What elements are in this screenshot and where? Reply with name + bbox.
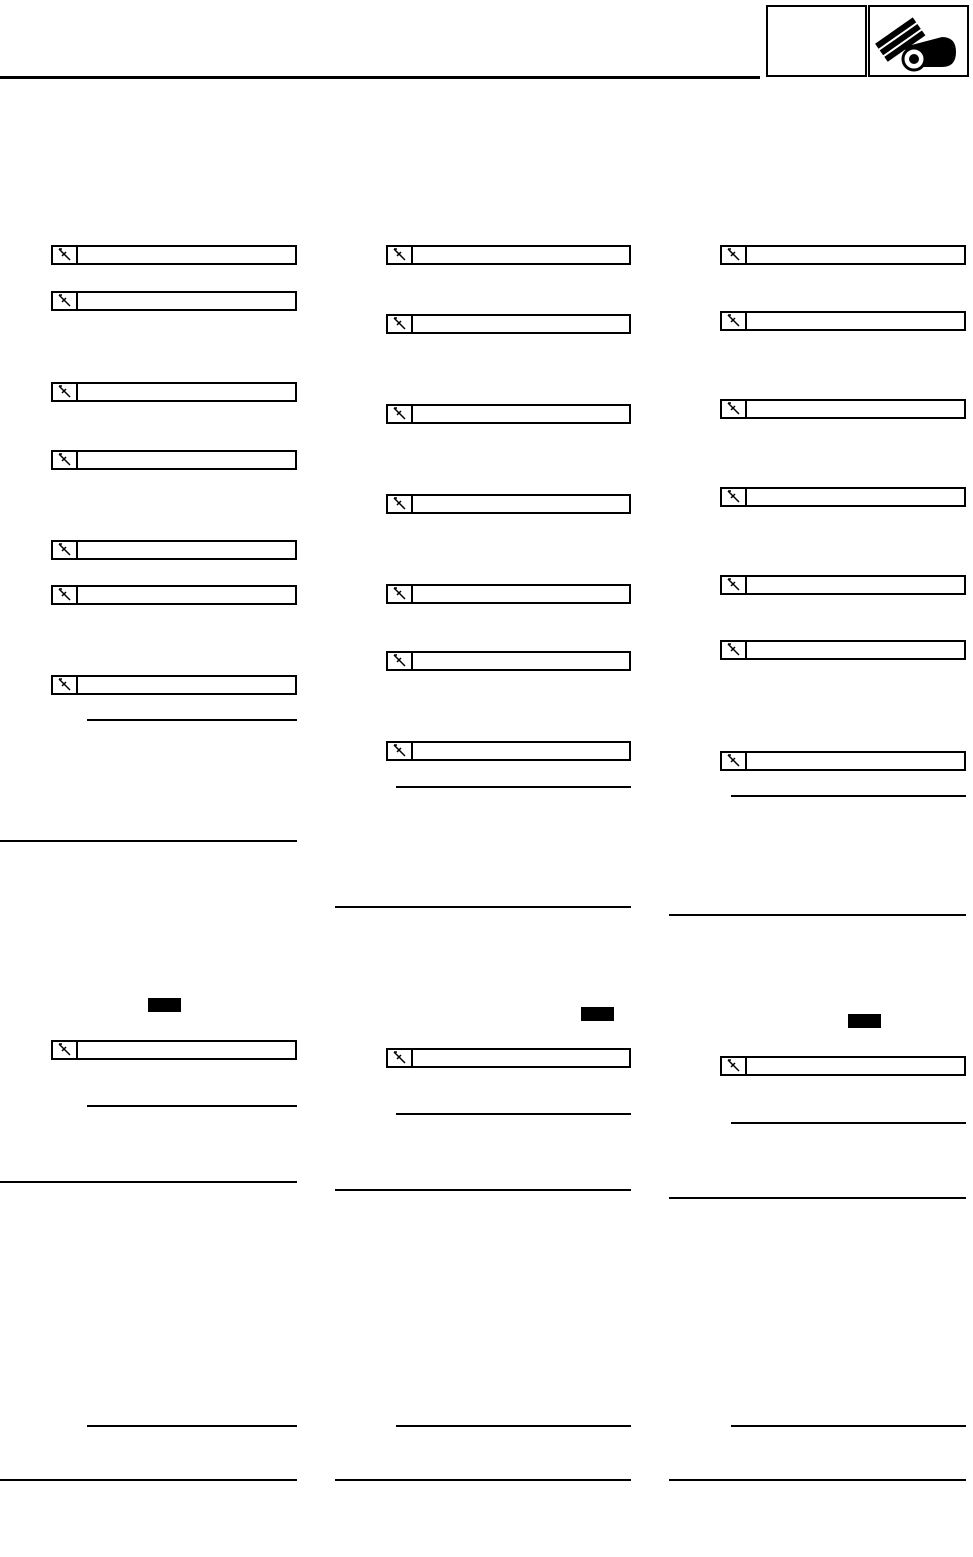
- chapter-box: [766, 5, 867, 77]
- wrench-torque-icon: [392, 587, 408, 601]
- torque-spec-box: [386, 1048, 631, 1068]
- wrench-torque-icon: [392, 317, 408, 331]
- short-rule: [396, 1425, 631, 1427]
- torque-spec-box: [720, 487, 966, 507]
- torque-icon-cell: [53, 587, 78, 603]
- torque-spec-box: [720, 245, 966, 265]
- torque-icon-cell: [722, 753, 747, 769]
- header-rule: [0, 76, 760, 79]
- torque-spec-box: [51, 450, 297, 470]
- torque-icon-cell: [722, 642, 747, 658]
- torque-icon-cell: [388, 247, 413, 263]
- torque-icon-cell: [53, 293, 78, 309]
- wrench-torque-icon: [392, 407, 408, 421]
- torque-spec-box: [51, 540, 297, 560]
- torque-icon-cell: [722, 577, 747, 593]
- torque-spec-box: [386, 741, 631, 761]
- torque-icon-cell: [53, 384, 78, 400]
- section-rule: [335, 906, 631, 908]
- torque-spec-box: [720, 575, 966, 595]
- torque-spec-box: [386, 314, 631, 334]
- wrench-torque-icon: [392, 248, 408, 262]
- wrench-torque-icon: [392, 497, 408, 511]
- torque-spec-box: [386, 651, 631, 671]
- section-rule: [669, 1197, 966, 1199]
- torque-icon-cell: [388, 1050, 413, 1066]
- torque-spec-box: [51, 585, 297, 605]
- torque-icon-cell: [388, 406, 413, 422]
- torque-icon-cell: [53, 452, 78, 468]
- torque-spec-box: [51, 675, 297, 695]
- torque-icon-cell: [53, 542, 78, 558]
- short-rule: [731, 795, 966, 797]
- torque-spec-box: [720, 311, 966, 331]
- torque-spec-box: [51, 245, 297, 265]
- wrench-torque-icon: [57, 543, 73, 557]
- torque-icon-cell: [53, 1042, 78, 1058]
- torque-icon-cell: [388, 653, 413, 669]
- short-rule: [731, 1122, 966, 1124]
- torque-spec-box: [51, 1040, 297, 1060]
- torque-spec-box: [51, 291, 297, 311]
- black-marker: [581, 1007, 614, 1021]
- short-rule: [396, 1113, 631, 1115]
- torque-icon-cell: [388, 496, 413, 512]
- torque-icon-cell: [53, 677, 78, 693]
- torque-spec-box: [386, 494, 631, 514]
- wrench-torque-icon: [392, 1051, 408, 1065]
- torque-icon-cell: [722, 401, 747, 417]
- wrench-torque-icon: [57, 248, 73, 262]
- wrench-torque-icon: [57, 588, 73, 602]
- wrench-torque-icon: [726, 248, 742, 262]
- torque-spec-box: [386, 245, 631, 265]
- wrench-torque-icon: [726, 578, 742, 592]
- section-rule: [0, 840, 297, 842]
- engine-tools-icon: [870, 7, 967, 75]
- torque-icon-cell: [722, 1058, 747, 1074]
- wrench-torque-icon: [726, 490, 742, 504]
- section-rule: [669, 1479, 966, 1481]
- short-rule: [731, 1425, 966, 1427]
- torque-icon-cell: [388, 586, 413, 602]
- torque-spec-box: [720, 751, 966, 771]
- section-rule: [335, 1479, 631, 1481]
- short-rule: [87, 1425, 297, 1427]
- torque-spec-box: [51, 382, 297, 402]
- short-rule: [87, 1105, 297, 1107]
- wrench-torque-icon: [57, 1043, 73, 1057]
- wrench-torque-icon: [726, 314, 742, 328]
- torque-icon-cell: [722, 313, 747, 329]
- wrench-torque-icon: [57, 678, 73, 692]
- torque-spec-box: [720, 640, 966, 660]
- black-marker: [148, 998, 181, 1012]
- wrench-torque-icon: [57, 453, 73, 467]
- section-rule: [0, 1181, 297, 1183]
- wrench-torque-icon: [726, 1059, 742, 1073]
- torque-icon-cell: [388, 316, 413, 332]
- wrench-torque-icon: [392, 654, 408, 668]
- section-rule: [669, 914, 966, 916]
- torque-spec-box: [386, 584, 631, 604]
- wrench-torque-icon: [57, 294, 73, 308]
- short-rule: [396, 786, 631, 788]
- torque-spec-box: [720, 1056, 966, 1076]
- section-rule: [335, 1189, 631, 1191]
- wrench-torque-icon: [726, 402, 742, 416]
- torque-icon-cell: [388, 743, 413, 759]
- wrench-torque-icon: [392, 744, 408, 758]
- section-rule: [0, 1479, 297, 1481]
- torque-icon-cell: [722, 489, 747, 505]
- torque-icon-cell: [722, 247, 747, 263]
- torque-spec-box: [386, 404, 631, 424]
- chapter-icon-box: [868, 5, 969, 77]
- wrench-torque-icon: [726, 754, 742, 768]
- torque-icon-cell: [53, 247, 78, 263]
- wrench-torque-icon: [726, 643, 742, 657]
- short-rule: [87, 719, 297, 721]
- black-marker: [848, 1014, 881, 1028]
- wrench-torque-icon: [57, 385, 73, 399]
- torque-spec-box: [720, 399, 966, 419]
